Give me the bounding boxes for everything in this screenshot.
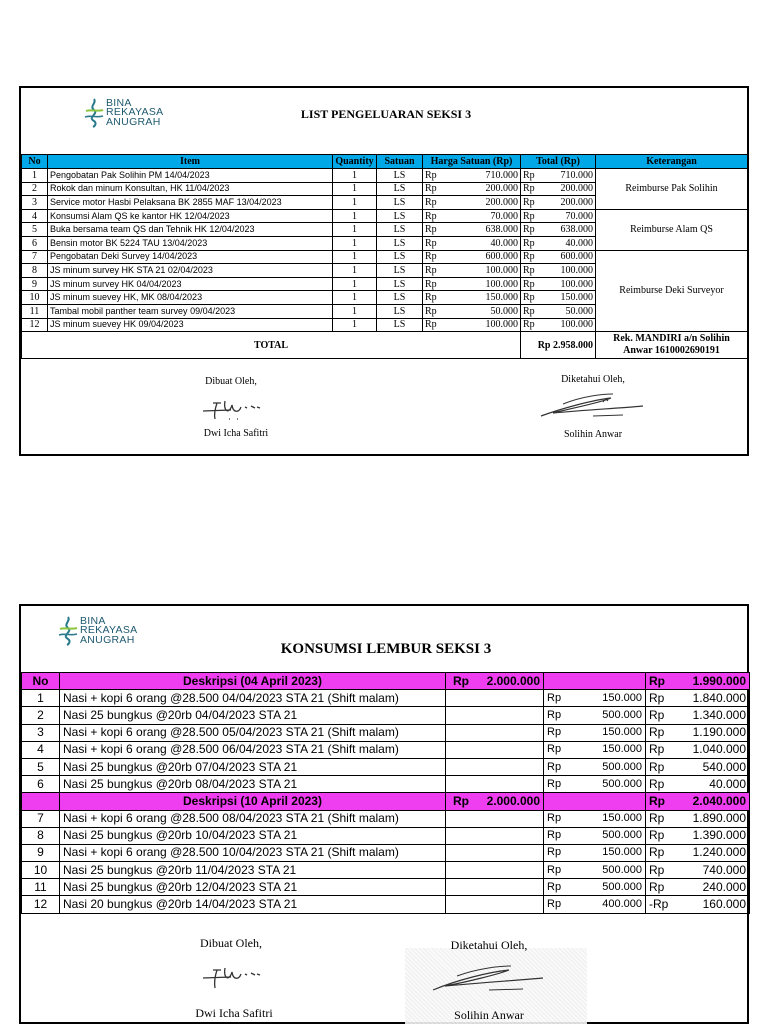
table-row (22, 862, 750, 879)
row-description: Nasi 25 bungkus @20rb 10/04/2023 STA 21 (60, 827, 446, 844)
row-amount: 400.000 (570, 896, 646, 913)
row-amount-currency: Rp (544, 690, 570, 707)
row-amount: 150.000 (570, 844, 646, 861)
row-satuan: LS (377, 182, 423, 196)
row-no: 12 (22, 318, 48, 332)
row-balance: 1.840.000 (672, 690, 750, 707)
row-description: Nasi 25 bungkus @20rb 04/04/2023 STA 21 (60, 707, 446, 724)
row-balance: 240.000 (672, 879, 750, 896)
row-satuan: LS (377, 236, 423, 250)
row-item: Pengobatan Pak Solihin PM 14/04/2023 (48, 169, 333, 183)
table-row (22, 724, 750, 741)
row-total: 150.000 (539, 291, 596, 305)
row-description: Nasi + kopi 6 orang @28.500 04/04/2023 STA 21 (Shift malam) (60, 690, 446, 707)
row-description: Nasi 25 bungkus @20rb 12/04/2023 STA 21 (60, 879, 446, 896)
row-amount: 150.000 (570, 741, 646, 758)
row-balance-currency: Rp (646, 741, 672, 758)
row-price-currency: Rp (423, 182, 441, 196)
header-harga: Harga Satuan (Rp) (423, 155, 521, 169)
row-description: Nasi + kopi 6 orang @28.500 10/04/2023 STA 21 (Shift malam) (60, 844, 446, 861)
row-quantity: 1 (333, 264, 377, 278)
group-header-blank (544, 793, 646, 810)
row-no: 6 (22, 236, 48, 250)
row-balance-currency: Rp (646, 827, 672, 844)
row-amount: 500.000 (570, 879, 646, 896)
total-row (22, 332, 748, 359)
row-amount: 150.000 (570, 724, 646, 741)
row-blank (446, 707, 544, 724)
header-keterangan: Keterangan (596, 155, 748, 169)
row-satuan: LS (377, 223, 423, 237)
row-balance: 540.000 (672, 758, 750, 775)
table-row (22, 250, 748, 264)
row-balance: 1.190.000 (672, 724, 750, 741)
row-no: 1 (22, 690, 60, 707)
known-by-label: Diketahui Oleh, (561, 374, 625, 385)
row-balance-currency: Rp (646, 690, 672, 707)
row-price: 100.000 (441, 277, 521, 291)
row-amount-currency: Rp (544, 707, 570, 724)
row-total-currency: Rp (521, 304, 539, 318)
group-header-description: Deskripsi (10 April 2023) (60, 793, 446, 810)
row-description: Nasi 25 bungkus @20rb 07/04/2023 STA 21 (60, 758, 446, 775)
row-amount: 150.000 (570, 690, 646, 707)
known-by-label-2: Diketahui Oleh, (450, 938, 528, 952)
row-quantity: 1 (333, 196, 377, 210)
row-balance: 40.000 (672, 776, 750, 793)
row-quantity: 1 (333, 277, 377, 291)
row-satuan: LS (377, 264, 423, 278)
header-no: No (22, 155, 48, 169)
row-amount-currency: Rp (544, 896, 570, 913)
row-balance: 740.000 (672, 862, 750, 879)
row-blank (446, 758, 544, 775)
group-header-no: No (22, 673, 60, 690)
table-row (22, 776, 750, 793)
logo-text (80, 614, 138, 646)
row-balance-currency: Rp (646, 844, 672, 861)
row-amount: 150.000 (570, 810, 646, 827)
row-blank (446, 827, 544, 844)
group-header-budget (446, 673, 544, 690)
total-label: TOTAL (22, 332, 521, 359)
budget-currency: Rp (453, 793, 469, 808)
balance-currency: Rp (646, 673, 672, 690)
row-total-currency: Rp (521, 209, 539, 223)
table-row (22, 758, 750, 775)
row-price: 200.000 (441, 182, 521, 196)
row-amount: 500.000 (570, 862, 646, 879)
company-logo-2 (57, 616, 137, 646)
row-price-currency: Rp (423, 264, 441, 278)
row-quantity: 1 (333, 304, 377, 318)
row-balance-currency: Rp (646, 879, 672, 896)
row-total: 710.000 (539, 169, 596, 183)
header-quantity: Quantity (333, 155, 377, 169)
row-description: Nasi + kopi 6 orang @28.500 08/04/2023 STA 21 (Shift malam) (60, 810, 446, 827)
row-no: 10 (22, 291, 48, 305)
row-satuan: LS (377, 196, 423, 210)
row-no: 4 (22, 209, 48, 223)
row-amount: 500.000 (570, 827, 646, 844)
row-balance-currency: Rp (646, 862, 672, 879)
row-blank (446, 741, 544, 758)
row-total-currency: Rp (521, 236, 539, 250)
made-by-name-2: Dwi Icha Safitri (195, 1006, 273, 1020)
row-amount-currency: Rp (544, 776, 570, 793)
row-no: 8 (22, 264, 48, 278)
header-satuan: Satuan (377, 155, 423, 169)
made-by-label-2: Dibuat Oleh, (200, 936, 262, 950)
row-balance: 1.890.000 (672, 810, 750, 827)
row-blank (446, 724, 544, 741)
row-total: 200.000 (539, 182, 596, 196)
row-total-currency: Rp (521, 277, 539, 291)
balance-value: 1.990.000 (672, 673, 750, 690)
row-no: 2 (22, 182, 48, 196)
row-total: 600.000 (539, 250, 596, 264)
row-no: 7 (22, 250, 48, 264)
row-item: JS minum suevey HK, MK 08/04/2023 (48, 291, 333, 305)
row-price: 100.000 (441, 264, 521, 278)
expense-list-sheet (19, 86, 749, 456)
row-balance: 160.000 (672, 896, 750, 913)
group-header-budget (446, 793, 544, 810)
row-price: 150.000 (441, 291, 521, 305)
logo-line-1: BINA (80, 614, 106, 627)
row-description: Nasi 25 bungkus @20rb 11/04/2023 STA 21 (60, 862, 446, 879)
row-price: 638.000 (441, 223, 521, 237)
row-item: Service motor Hasbi Pelaksana BK 2855 MAF 13/04/2023 (48, 196, 333, 210)
row-no: 11 (22, 304, 48, 318)
made-by-name: Dwi Icha Safitri (203, 428, 269, 439)
balance-value: 2.040.000 (672, 793, 750, 810)
row-description: Nasi + kopi 6 orang @28.500 06/04/2023 STA 21 (Shift malam) (60, 741, 446, 758)
row-total-currency: Rp (521, 250, 539, 264)
table-row (22, 879, 750, 896)
row-blank (446, 862, 544, 879)
row-total: 100.000 (539, 277, 596, 291)
row-item: Bensin motor BK 5224 TAU 13/04/2023 (48, 236, 333, 250)
row-item: Tambal mobil panther team survey 09/04/2023 (48, 304, 333, 318)
group-header-row (22, 793, 750, 810)
row-no: 4 (22, 741, 60, 758)
group-header-description: Deskripsi (04 April 2023) (60, 673, 446, 690)
row-quantity: 1 (333, 169, 377, 183)
signature-dwi-2 (199, 958, 269, 992)
logo-line-3: ANUGRAH (80, 633, 135, 646)
row-blank (446, 879, 544, 896)
row-balance-currency: Rp (646, 758, 672, 775)
row-price-currency: Rp (423, 250, 441, 264)
row-item: Konsumsi Alam QS ke kantor HK 12/04/2023 (48, 209, 333, 223)
row-no: 5 (22, 758, 60, 775)
row-description: Nasi + kopi 6 orang @28.500 05/04/2023 STA 21 (Shift malam) (60, 724, 446, 741)
row-price-currency: Rp (423, 318, 441, 332)
row-satuan: LS (377, 209, 423, 223)
known-by-name: Solihin Anwar (563, 429, 623, 440)
row-item: Pengobatan Deki Survey 14/04/2023 (48, 250, 333, 264)
logo-text (106, 96, 164, 128)
row-satuan: LS (377, 304, 423, 318)
row-price: 200.000 (441, 196, 521, 210)
page-title: LIST PENGELUARAN SEKSI 3 (300, 107, 472, 121)
row-blank (446, 776, 544, 793)
row-keterangan: Reimburse Alam QS (596, 209, 748, 250)
row-total-currency: Rp (521, 318, 539, 332)
group-header-blank (544, 673, 646, 690)
row-item: Rokok dan minum Konsultan, HK 11/04/2023 (48, 182, 333, 196)
row-total-currency: Rp (521, 182, 539, 196)
row-no: 11 (22, 879, 60, 896)
row-satuan: LS (377, 277, 423, 291)
budget-value: 2.000.000 (486, 673, 540, 688)
expense-table (21, 154, 748, 359)
table-row (22, 209, 748, 223)
row-amount: 500.000 (570, 707, 646, 724)
row-total-currency: Rp (521, 291, 539, 305)
row-no: 1 (22, 169, 48, 183)
row-quantity: 1 (333, 182, 377, 196)
row-price-currency: Rp (423, 169, 441, 183)
row-total: 50.000 (539, 304, 596, 318)
row-total-currency: Rp (521, 223, 539, 237)
row-quantity: 1 (333, 250, 377, 264)
row-description: Nasi 20 bungkus @20rb 14/04/2023 STA 21 (60, 896, 446, 913)
row-quantity: 1 (333, 236, 377, 250)
row-amount-currency: Rp (544, 724, 570, 741)
row-total: 100.000 (539, 318, 596, 332)
row-quantity: 1 (333, 291, 377, 305)
made-by-label: Dibuat Oleh, (205, 376, 257, 387)
table-row (22, 844, 750, 861)
row-balance-currency: Rp (646, 724, 672, 741)
logo-line-3: ANUGRAH (106, 115, 161, 128)
row-no: 10 (22, 862, 60, 879)
row-total: 100.000 (539, 264, 596, 278)
row-no: 7 (22, 810, 60, 827)
row-price: 600.000 (441, 250, 521, 264)
row-price: 40.000 (441, 236, 521, 250)
table-row (22, 690, 750, 707)
table-row (22, 810, 750, 827)
row-price: 50.000 (441, 304, 521, 318)
budget-value: 2.000.000 (486, 793, 540, 808)
logo-mark-icon (83, 98, 105, 128)
row-balance-currency: -Rp (646, 896, 672, 913)
logo-line-2: REKAYASA (80, 624, 138, 637)
row-satuan: LS (377, 291, 423, 305)
row-item: JS minum survey HK 04/04/2023 (48, 277, 333, 291)
table-row (22, 169, 748, 183)
row-balance: 1.390.000 (672, 827, 750, 844)
signature-solihin (533, 386, 653, 426)
row-price-currency: Rp (423, 277, 441, 291)
row-balance: 1.240.000 (672, 844, 750, 861)
row-satuan: LS (377, 318, 423, 332)
row-balance: 1.340.000 (672, 707, 750, 724)
row-no: 8 (22, 827, 60, 844)
row-no: 5 (22, 223, 48, 237)
row-total: 200.000 (539, 196, 596, 210)
row-blank (446, 810, 544, 827)
row-total-currency: Rp (521, 264, 539, 278)
row-quantity: 1 (333, 223, 377, 237)
row-no: 6 (22, 776, 60, 793)
row-amount-currency: Rp (544, 862, 570, 879)
row-price-currency: Rp (423, 291, 441, 305)
row-amount-currency: Rp (544, 758, 570, 775)
row-price: 100.000 (441, 318, 521, 332)
bank-account-note: Rek. MANDIRI a/n Solihin Anwar 1610002690191 (596, 332, 748, 359)
row-total: 70.000 (539, 209, 596, 223)
table-header-row (22, 155, 748, 169)
row-amount-currency: Rp (544, 844, 570, 861)
row-total: 40.000 (539, 236, 596, 250)
row-price-currency: Rp (423, 304, 441, 318)
budget-currency: Rp (453, 673, 469, 688)
row-item: JS minum survey HK STA 21 02/04/2023 (48, 264, 333, 278)
row-blank (446, 896, 544, 913)
row-balance: 1.040.000 (672, 741, 750, 758)
known-by-name-2: Solihin Anwar (454, 1008, 524, 1022)
table-row (22, 896, 750, 913)
row-price-currency: Rp (423, 236, 441, 250)
signature-solihin-2 (423, 956, 553, 1000)
row-satuan: LS (377, 250, 423, 264)
row-no: 2 (22, 707, 60, 724)
table-row (22, 827, 750, 844)
row-total-currency: Rp (521, 169, 539, 183)
row-total-currency: Rp (521, 196, 539, 210)
row-item: Buka bersama team QS dan Tehnik HK 12/04/2023 (48, 223, 333, 237)
logo-line-1: BINA (106, 96, 132, 109)
row-amount-currency: Rp (544, 879, 570, 896)
row-no: 9 (22, 844, 60, 861)
row-price: 70.000 (441, 209, 521, 223)
row-balance-currency: Rp (646, 810, 672, 827)
row-total: 638.000 (539, 223, 596, 237)
table-row (22, 707, 750, 724)
row-price-currency: Rp (423, 196, 441, 210)
row-amount-currency: Rp (544, 810, 570, 827)
row-description: Nasi 25 bungkus @20rb 08/04/2023 STA 21 (60, 776, 446, 793)
overtime-table (21, 672, 750, 914)
overtime-meal-sheet (19, 604, 749, 1024)
row-satuan: LS (377, 169, 423, 183)
balance-currency: Rp (646, 793, 672, 810)
row-quantity: 1 (333, 209, 377, 223)
row-amount-currency: Rp (544, 827, 570, 844)
row-keterangan: Reimburse Pak Solihin (596, 169, 748, 210)
table-row (22, 741, 750, 758)
total-value: Rp 2.958.000 (521, 332, 596, 359)
row-balance-currency: Rp (646, 707, 672, 724)
company-logo (83, 98, 163, 128)
page-title-2: KONSUMSI LEMBUR SEKSI 3 (280, 641, 492, 657)
row-quantity: 1 (333, 318, 377, 332)
row-price: 710.000 (441, 169, 521, 183)
signature-dwi (199, 393, 269, 423)
row-amount: 500.000 (570, 776, 646, 793)
row-keterangan: Reimburse Deki Surveyor (596, 250, 748, 332)
row-price-currency: Rp (423, 223, 441, 237)
group-header-no (22, 793, 60, 810)
row-amount-currency: Rp (544, 741, 570, 758)
row-balance-currency: Rp (646, 776, 672, 793)
group-header-row (22, 673, 750, 690)
row-blank (446, 690, 544, 707)
row-no: 3 (22, 724, 60, 741)
row-blank (446, 844, 544, 861)
header-item: Item (48, 155, 333, 169)
row-no: 12 (22, 896, 60, 913)
row-price-currency: Rp (423, 209, 441, 223)
logo-line-2: REKAYASA (106, 106, 164, 119)
row-item: JS minum suevey HK 09/04/2023 (48, 318, 333, 332)
logo-mark-icon (57, 616, 79, 646)
header-total: Total (Rp) (521, 155, 596, 169)
row-no: 9 (22, 277, 48, 291)
row-amount: 500.000 (570, 758, 646, 775)
row-no: 3 (22, 196, 48, 210)
